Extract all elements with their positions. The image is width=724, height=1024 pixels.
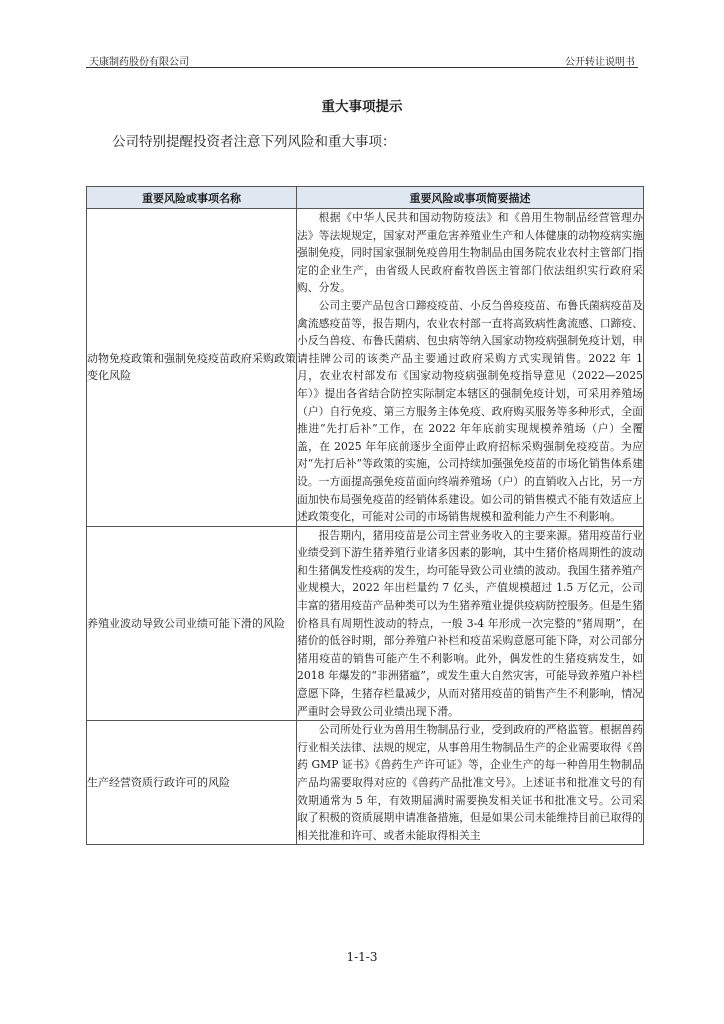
risk-name: 养殖业波动导致公司业绩可能下滑的风险 [87,526,297,721]
risk-description [297,209,644,527]
description-paragraph: 公司所处行业为兽用生物制品行业，受到政府的严格监管。根据兽药行业相关法律、法规的规定，从事兽用生物制品生产的企业需要取得《兽药 GMP 证书》《兽药生产许可证》等，企业生产的每一种兽用生物制品产品均需要取得对应的《兽药产品批准文号》。上述证书和批准文号的有效期通常为 5 年，有效期届满时需要换发相关证书和批准文号。公司采取了积极的资质展期申请准备措施，但是如果公司未能维持目前已取得的相关批准和许可、或者未能取得相关主 [297,723,643,842]
risk-name: 动物免疫政策和强制免疫疫苗政府采购政策变化风险 [87,209,297,527]
risk-name: 生产经营资质行政许可的风险 [87,721,297,845]
header-company: 天康制药股份有限公司 [89,57,189,68]
risk-table [86,186,644,845]
header-risk-description: 重要风险或事项简要描述 [297,187,644,209]
page-number: 1-1-3 [346,950,378,964]
description-paragraph: 根据《中华人民共和国动物防疫法》和《兽用生物制品经营管理办法》等法规规定，国家对严重危害养殖业生产和人体健康的动物疫病实施强制免疫，同时国家强制免疫兽用生物制品由国务院农业农村主管部门指定的企业生产，由省级人民政府畜牧兽医主管部门依法组织实行政府采购、分发。 [297,211,643,295]
table-row [87,526,644,721]
description-paragraph: 报告期内，猪用疫苗是公司主营业务收入的主要来源。猪用疫苗行业业绩受到下游生猪养殖行业诸多因素的影响，其中生猪价格周期性的波动和生猪偶发性疫病的发生，均可能导致公司业绩的波动。我国生猪养殖产业规模大，2022 年出栏量约 7 亿头，产值规模超过 1.5 万亿元，公司丰富的猪用疫苗产品种类可以为生猪养殖业提供疫病防控服务。但是生猪价格具有周期性波动的特点，一般 3-4 年形成一次完整的“猪周期”，在猪价的低谷时期，部分养殖户补栏和疫苗采购意愿可能下降，对公司部分猪用疫苗的销售可能产生不利影响。此外，偶发性的生猪疫病发生，如 2018 年爆发的“非洲猪瘟”，或发生重大自然灾害，可能导致养殖户补栏意愿下降，生猪存栏量减少，从而对猪用疫苗的销售产生不利影响，情况严重时会导致公司业绩出现下滑。 [297,528,643,718]
header-doc-type: 公开转让说明书 [565,57,635,68]
page-title: 重大事项提示 [321,99,403,115]
table-row [87,209,644,527]
header-rule [86,67,638,68]
risk-description [297,721,644,845]
table-row [87,721,644,845]
risk-description [297,526,644,721]
description-paragraph: 公司主要产品包含口蹄疫疫苗、小反刍兽疫疫苗、布鲁氏菌病疫苗及禽流感疫苗等，报告期内，农业农村部一直将高致病性禽流感、口蹄疫、小反刍兽疫、布鲁氏菌病、包虫病等纳入国家动物疫病强制免疫计划，申请挂牌公司的该类产品主要通过政府采购方式实现销售。2022 年 1 月，农业农村部发布《国家动物疫病强制免疫指导意见（2022—2025 年）》提出各省结合防控实际制定本辖区的强制免疫计划，可采用养殖场（户）自行免疫、第三方服务主体免疫、政府购买服务等多种形式，全面推进“先打后补”工作，在 2022 年年底前实现规模养殖场（户）全覆盖，在 2025 年年底前逐步全面停止政府招标采购强制免疫疫苗。为应对“先打后补”等政策的实施，公司持续加强强免疫苗的市场化销售体系建设。一方面提高强免疫苗面向终端养殖场（户）的直销收入占比，另一方面加快布局强免疫苗的经销体系建设。如公司的销售模式不能有效适应上述政策变化，可能对公司的市场销售规模和盈利能力产生不利影响。 [297,298,643,524]
table-header-row [87,187,644,209]
header-risk-name: 重要风险或事项名称 [87,187,297,209]
intro-text: 公司特别提醒投资者注意下列风险和重大事项： [112,134,396,150]
